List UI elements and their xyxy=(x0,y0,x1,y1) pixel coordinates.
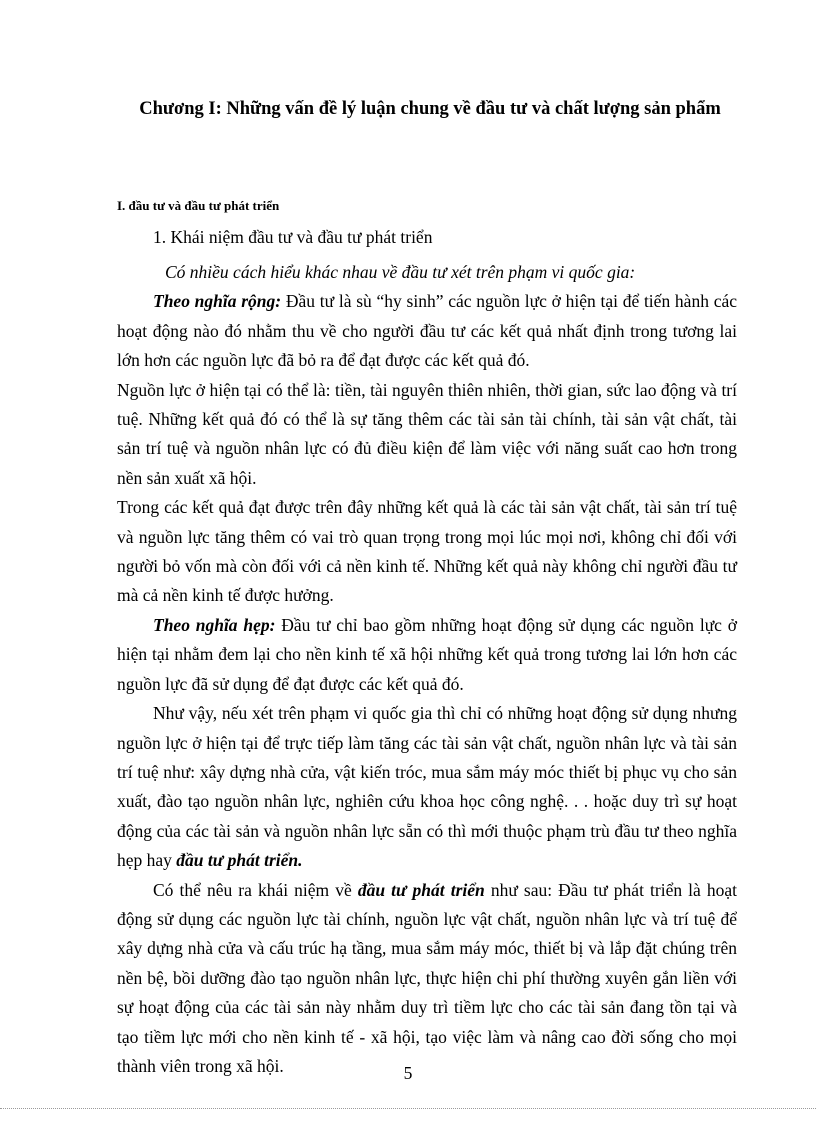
definition-paragraph xyxy=(117,876,737,1082)
results-paragraph: Trong các kết quả đạt được trên đây những kết quả là các tài sản vật chất, tài sản trí tuệ và nguồn lực tăng thêm có vai trò quan trọng trong mọi lúc mọi nơi, không chỉ đối với người bỏ vốn mà còn đối với cả nền kinh tế. Những kết quả này không chỉ người đầu tư mà cả nền kinh tế được hưởng. xyxy=(117,497,737,606)
section-heading: I. đầu tư và đầu tư phát triển xyxy=(117,198,280,213)
definition-lead: Có thể nêu ra khái niệm về xyxy=(153,879,358,900)
broad-definition-text: Đầu tư là sù “hy sinh” các nguồn lực ở hiện tại để tiến hành các hoạt động nào đó nhằm thu về cho người đầu tư các kết quả nhất định trong tương lai lớn hơn các nguồn lực đã bỏ ra để đạt được các kết quả đó. xyxy=(117,291,737,371)
intro-paragraph: Có nhiều cách hiểu khác nhau về đầu tư xét trên phạm vi quốc gia: xyxy=(165,262,636,282)
definition-term: đầu tư phát triển xyxy=(357,879,485,900)
narrow-definition-text: Đầu tư chỉ bao gồm những hoạt động sử dụng các nguồn lực ở hiện tại nhằm đem lại cho nền kinh tế xã hội những kết quả trong tương lai lớn hơn các nguồn lực đã sử dụng để đạt được các kết quả đó. xyxy=(117,614,737,694)
broad-definition-paragraph xyxy=(117,287,737,375)
broad-term: Theo nghĩa rộng: xyxy=(153,291,282,312)
national-scope-paragraph xyxy=(117,699,737,875)
narrow-term: Theo nghĩa hẹp: xyxy=(153,614,276,635)
page-number: 5 xyxy=(403,1063,413,1083)
footer-divider xyxy=(0,1108,816,1109)
definition-text: như sau: Đầu tư phát triển là hoạt động sử dụng các nguồn lực tài chính, nguồn lực vật chất, nguồn nhân lực và trí tuệ để xây dựng nhà cửa và cấu trúc hạ tầng, mua sắm máy móc, thiết bị và lắp đặt chúng trên nền bệ, bồi dưỡng đào tạo nguồn nhân lực, thực hiện chi phí thường xuyên gắn liền với sự hoạt động của các tài sản này nhằm duy trì tiềm lực cho các tài sản đang tồn tại và tạo tiềm lực mới cho nền kinh tế - xã hội, tạo việc làm và nâng cao đời sống cho mọi thành viên trong xã hội. xyxy=(117,879,737,1076)
resources-paragraph: Nguồn lực ở hiện tại có thể là: tiền, tài nguyên thiên nhiên, thời gian, sức lao động và trí tuệ. Những kết quả đó có thể là sự tăng thêm các tài sản tài chính, tài sản vật chất, tài sản trí tuệ và nguồn nhân lực có đủ điều kiện để làm việc với năng suất cao hơn trong nền sản xuất xã hội. xyxy=(117,379,737,488)
subsection-heading: 1. Khái niệm đầu tư và đầu tư phát triển xyxy=(153,227,433,247)
national-scope-text: Như vậy, nếu xét trên phạm vi quốc gia thì chỉ có những hoạt động sử dụng nhưng nguồn lực ở hiện tại để trực tiếp làm tăng các tài sản vật chất, nguồn nhân lực và tài sản trí tuệ như: xây dựng nhà cửa, vật kiến tróc, mua sắm máy móc thiết bị phục vụ cho sản xuất, đào tạo nguồn nhân lực, nghiên cứu khoa học công nghệ. . . hoặc duy trì sự hoạt động của các tài sản và nguồn nhân lực sẵn có thì mới thuộc phạm trù đầu tư theo nghĩa hẹp hay xyxy=(117,703,737,871)
chapter-title: Chương I: Những vấn đề lý luận chung về đầu tư và chất lượng sản phẩm xyxy=(139,99,721,119)
body-text xyxy=(117,258,737,1081)
development-investment-term: đầu tư phát triển. xyxy=(176,850,303,871)
narrow-definition-paragraph xyxy=(117,611,737,699)
